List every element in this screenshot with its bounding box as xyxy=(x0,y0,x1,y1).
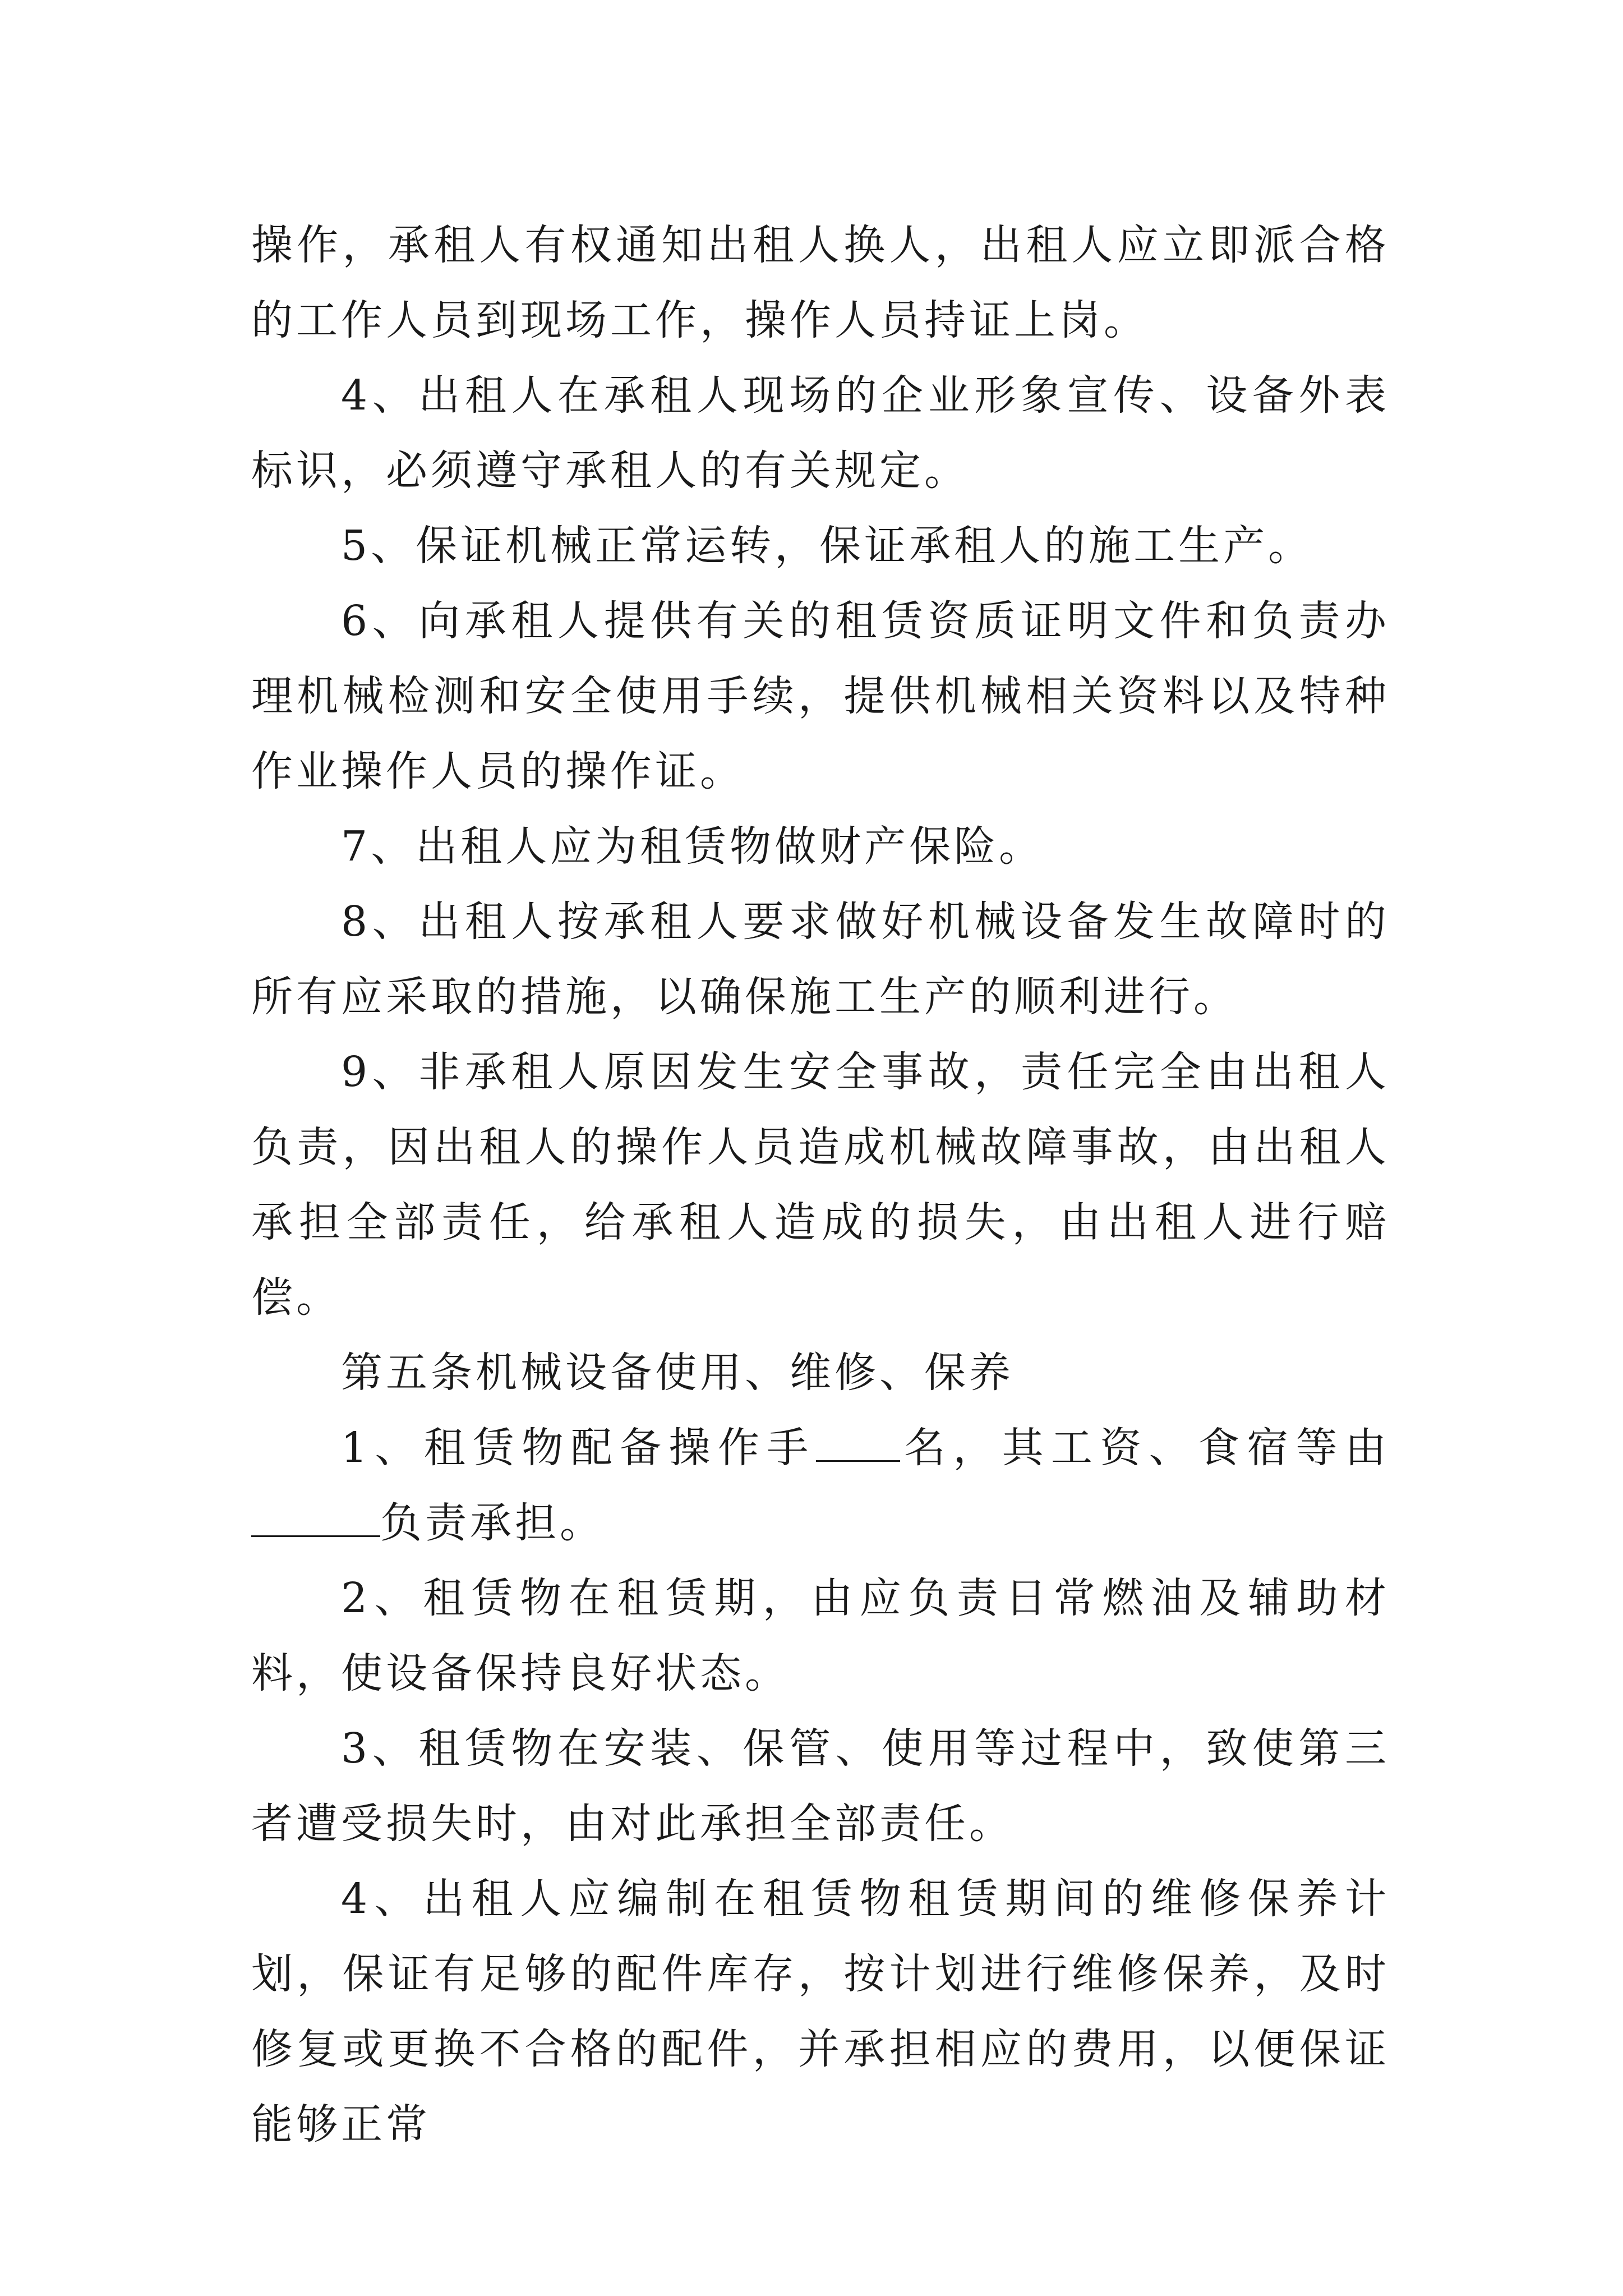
paragraph-article5-item-1 xyxy=(251,1410,1390,1561)
paragraph-continuation: 操作，承租人有权通知出租人换人，出租人应立即派合格的工作人员到现场工作，操作人员持证上岗。 xyxy=(251,221,1390,344)
document-body xyxy=(251,208,1390,2162)
paragraph-item-4: 4、出租人在承租人现场的企业形象宣传、设备外表标识，必须遵守承租人的有关规定。 xyxy=(251,371,1390,495)
section-heading-article-5: 第五条机械设备使用、维修、保养 xyxy=(341,1349,1014,1397)
item-1-text-c: 负责承担。 xyxy=(380,1499,605,1547)
item-1-text-a: 1、租赁物配备操作手 xyxy=(341,1424,816,1472)
fill-blank-responsible-party xyxy=(251,1501,380,1537)
paragraph-item-7: 7、出租人应为租赁物做财产保险。 xyxy=(341,822,1044,871)
item-1-text-b: 名，其工资、食宿等由 xyxy=(900,1424,1390,1472)
paragraph-article5-item-2: 2、租赁物在租赁期，由应负责日常燃油及辅助材料，使设备保持良好状态。 xyxy=(251,1574,1390,1697)
paragraph-item-5: 5、保证机械正常运转，保证承租人的施工生产。 xyxy=(341,522,1313,570)
paragraph-item-6: 6、向承租人提供有关的租赁资质证明文件和负责办理机械检测和安全使用手续，提供机械相关资料以及特种作业操作人员的操作证。 xyxy=(251,597,1390,795)
paragraph-article5-item-3: 3、租赁物在安装、保管、使用等过程中，致使第三者遭受损失时，由对此承担全部责任。 xyxy=(251,1724,1390,1848)
paragraph-item-9: 9、非承租人原因发生安全事故，责任完全由出租人负责，因出租人的操作人员造成机械故障事故，由出租人承担全部责任，给承租人造成的损失，由出租人进行赔偿。 xyxy=(251,1048,1390,1322)
paragraph-article5-item-4: 4、出租人应编制在租赁物租赁期间的维修保养计划，保证有足够的配件库存，按计划进行维修保养，及时修复或更换不合格的配件，并承担相应的费用，以便保证能够正常 xyxy=(251,1875,1390,2148)
paragraph-item-8: 8、出租人按承租人要求做好机械设备发生故障时的所有应采取的措施，以确保施工生产的顺利进行。 xyxy=(251,898,1390,1021)
fill-blank-operator-count xyxy=(816,1425,900,1462)
